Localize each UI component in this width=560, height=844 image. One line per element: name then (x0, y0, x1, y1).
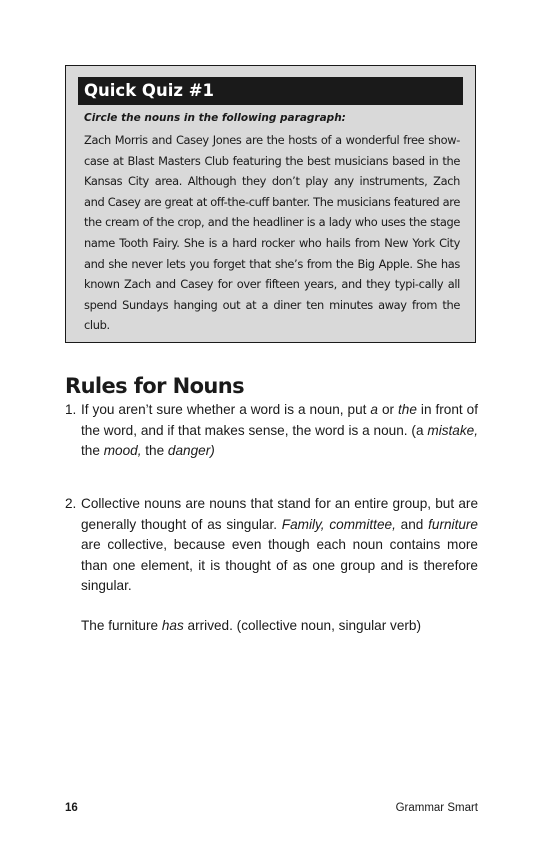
rule-text-segment: and (395, 516, 429, 532)
rule-emphasis: a (370, 402, 378, 417)
rule-text-segment: are collective, because even though each noun contains more than one element, it is thought of as one group and is therefore singular. (81, 537, 478, 593)
rule-text (81, 494, 478, 597)
page-number: 16 (65, 802, 78, 814)
example-text: arrived. (collective noun, singular verb) (183, 618, 422, 633)
rule-item (65, 494, 478, 597)
rule-text (81, 400, 478, 462)
rule-number: 2. (65, 496, 77, 511)
example-text: The furniture (81, 618, 162, 633)
rule-emphasis: mistake, (427, 422, 478, 438)
rule-text-segment: in front of the word, and if that makes sense, the word is a noun. (a (81, 402, 479, 438)
rule-text-segment: the (141, 443, 168, 458)
rule-text-segment: Collective nouns are nouns that stand for an entire group, but are generally thought of as singular. (81, 496, 478, 532)
rule-text-segment: If you aren’t sure whether a word is a noun, put (81, 402, 371, 417)
quiz-paragraph: Zach Morris and Casey Jones are the hosts of a wonderful free show-case at Blast Masters Club featuring the best musicians based in the Kansas City area. Although they don’t play any instruments, Zach and Casey are great at off-the-cuff banter. The musicians featured are the cream of the crop, and the headliner is a lady who uses the stage name Tooth Fairy. She is a hard rocker who hails from New York City and she never lets you forget that she’s from the Big Apple. She has known Zach and Casey for over fifteen years, and they typi-cally all spend Sundays hanging out at a diner ten minutes away from the club. (84, 133, 460, 333)
rule-item (65, 400, 478, 462)
rule-emphasis: Family, committee, (281, 516, 396, 532)
example-emphasis: has (161, 618, 184, 633)
example-sentence (81, 616, 421, 636)
rule-text-segment: the (81, 443, 104, 458)
rule-emphasis: mood, (103, 443, 142, 458)
quick-quiz-box (65, 65, 476, 343)
rule-emphasis: furniture (428, 516, 478, 532)
quiz-instruction: Circle the nouns in the following paragraph: (84, 112, 346, 124)
quiz-title: Quick Quiz #1 (78, 77, 463, 105)
rule-text-segment: or (377, 402, 399, 417)
rule-emphasis: danger) (167, 443, 215, 458)
section-title: Rules for Nouns (65, 374, 245, 398)
rule-emphasis: the (398, 402, 417, 417)
rule-number: 1. (65, 402, 77, 417)
book-title: Grammar Smart (395, 802, 478, 814)
